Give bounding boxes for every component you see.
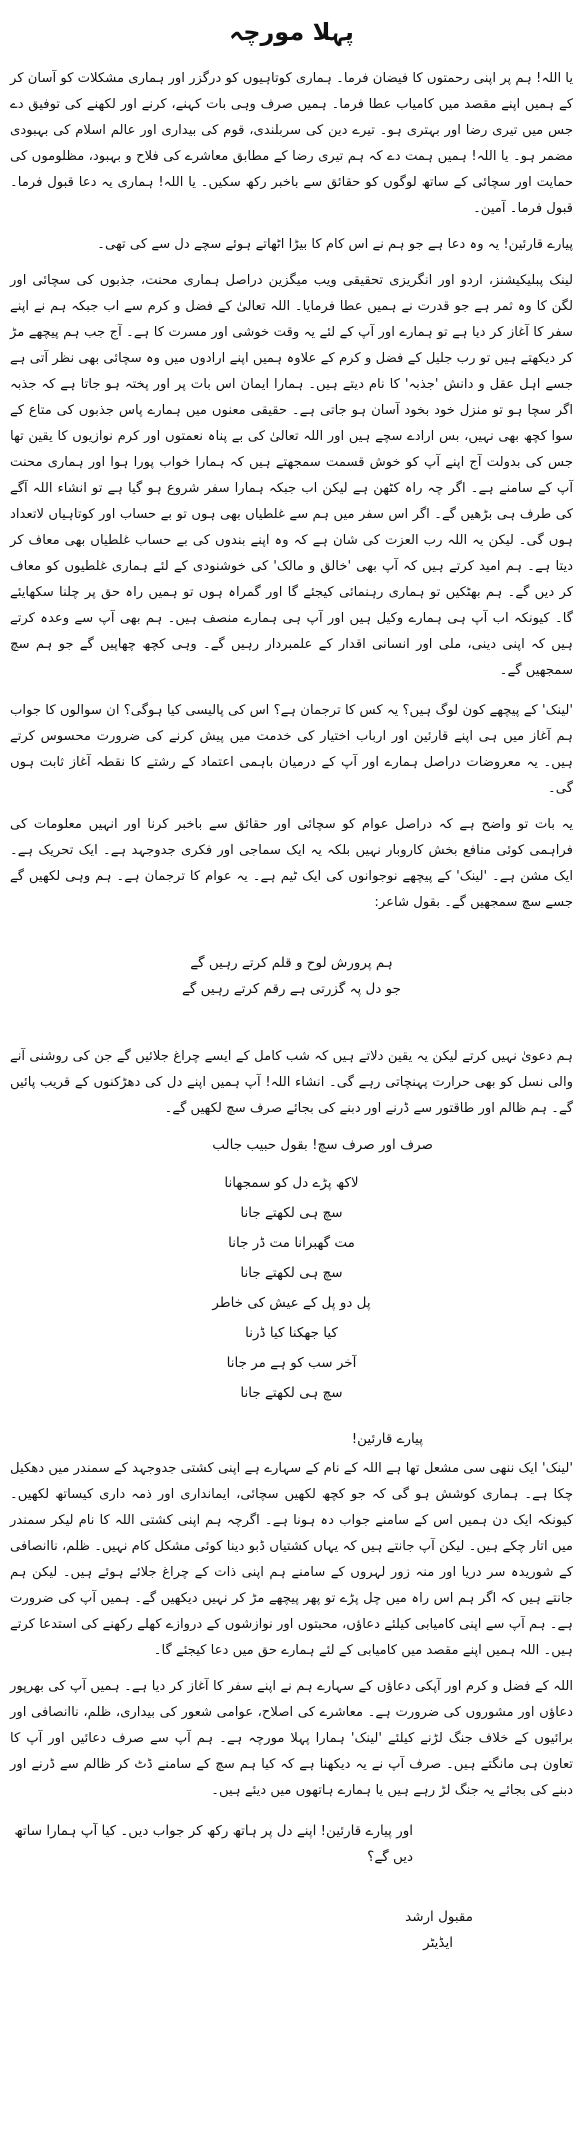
verse-line: ہم پرورش لوح و قلم کرتے رہیں گے xyxy=(190,955,393,971)
publication-paragraph: لینک پبلیکیشنز، اردو اور انگریزی تحقیقی ویب میگزین دراصل ہماری محنت، جذبوں کی سچائی اور لگن کا وہ ثمر ہے جو قدرت نے ہمیں عطا فرمایا۔ اللہ تعالیٰ کے فضل و کرم سے اب جبکہ ہم نے اپنے سفر کا آغاز کر دیا ہے تو ہمارے اور آپ کے لئے یہ وقت خوشی اور مسرت کا ہے۔ آج جب ہم پیچھے مڑ کر دیکھتے ہیں تو رب جلیل کے فضل و کرم کے علاوہ ہمیں اپنے ارادوں میں وہ سچائی بھی نظر آتی ہے جسے اہل عقل و دانش 'جذبہ' کا نام دیتے ہیں۔ ہمارا ایمان اس بات پر اور پختہ ہو جاتا ہے کہ جذبہ اگر سچا ہو تو منزل خود بخود آسان ہو جاتی ہے۔ حقیقی معنوں میں ہمارے پاس جذبوں کی متاع کے سوا کچھ بھی نہیں، بس ارادے سچے ہیں اور اللہ تعالیٰ کی بے پناہ نعمتوں اور کرم نوازیوں کا یقین تھا جس کی بدولت آج اپنے آپ کو خوش قسمت سمجھتے ہیں کہ ہمارا خواب پورا ہوا اور ہماری محنت آپ کے سامنے ہے۔ اگر چہ راہ کٹھن ہے لیکن اب جبکہ ہمارا سفر شروع ہو گیا ہے تو انشاء اللہ آگے کی طرف ہی بڑھیں گے۔ اگر اس سفر میں ہم سے غلطیاں بھی ہوں تو بے حساب اور کوتاہیاں لاتعداد ہوں گی۔ لیکن یہ اللہ رب العزت کی شان ہے کہ وہ اپنے بندوں کی بے حساب غلطیاں بھی معاف کر دیتا ہے۔ ہم امید کرتے ہیں کہ آپ بھی 'خالق و مالک' کی خوشنودی کے لئے ہماری غلطیوں کو معاف کر دیں گے۔ ہم بھٹکیں تو ہماری رہنمائی کیجئے گا اور گمراہ ہوں تو ہمیں راہ حق پر چلنا سکھایئے گا۔ کیونکہ اب آپ ہی ہمارے وکیل ہیں اور آپ ہی ہمارے منصف ہیں۔ ہم بھی آپ سے وعدہ کرتے ہیں کہ اپنی دینی، ملی اور انسانی اقدار کے علمبردار رہیں گے۔ وہی کچھ چھاپیں گے جو ہم سچ سمجھیں گے۔ xyxy=(10,273,573,678)
journey-paragraph: 'لینک' ایک ننھی سی مشعل تھا ہے اللہ کے نام کے سہارے ہے اپنی کشتی جدوجہد کے سمندر میں دھکیل چکا ہے۔ ہماری کوشش ہو گی کہ جو کچھ لکھیں سچائی، ایمانداری اور ذمہ داری کیساتھ لکھیں۔ کیونکہ ایک دن ہمیں اس کے سامنے جواب دہ ہونا ہے۔ اگرچہ ہم اپنی کشتی اللہ کا نام لیکر سمندر میں اتار چکے ہیں۔ لیکن آپ جانتے ہیں کہ یہاں کشتیاں ڈبو دینا کوئی مشکل کام نہیں۔ ظلم، ناانصافی کے شوریدہ سر دریا اور منہ زور لہروں کے سامنے ہم اپنی ذات کے چراغ جلائے ہوئے ہیں۔ لیکن ہم جانتے ہیں کہ اگر ہم اس راہ میں چل پڑے تو پھر پیچھے مڑ کر نہیں دیکھیں گے۔ ہمیں آپ کی ضرورت ہے۔ ہم آپ سے اپنی کامیابی کیلئے دعاؤں، محبتوں اور نوازشوں کے دروازے کھلے رکھنے کی استدعا کرتے ہیں۔ اللہ ہمیں اپنے مقصد میں کامیابی کے لئے ہمارے حق میں دعا کیجئے گا۔ xyxy=(10,1461,573,1658)
verse-line: کیا جھکنا کیا ڈرنا xyxy=(245,1325,338,1341)
verse-line: آخر سب کو ہے مر جانا xyxy=(226,1355,357,1371)
prayer-paragraph: یا اللہ! ہم پر اپنی رحمتوں کا فیضان فرما۔ ہماری کوتاہیوں کو درگزر اور ہماری مشکلات کو آسان کر کے ہمیں اپنے مقصد میں کامیاب عطا فرما۔ ہمیں صرف وہی بات کہنے، کرنے اور لکھنے کی توفیق دے جس میں تیری رضا اور بہتری ہو۔ تیرے دین کی سربلندی، قوم کی بیداری اور عالم اسلام کی بہبودی مضمر ہو۔ یا اللہ! ہمیں ہمت دے کہ ہم تیری رضا کے مطابق معاشرے کی فلاح و بہبود، مظلوموں کی حمایت اور سچائی کے ساتھ لوگوں کو حقائق سے باخبر رکھ سکیں۔ یا اللہ! ہماری یہ دعا قبول فرما۔ قبول فرما۔ آمین۔ xyxy=(10,71,573,216)
verse-faiz xyxy=(10,950,573,1002)
verse-line: جو دل پہ گزرتی ہے رقم کرتے رہیں گے xyxy=(182,981,401,997)
verse-line: سچ ہی لکھتے جانا xyxy=(240,1205,343,1221)
poem-heading: صرف اور صرف سچ! بقول حبیب جالب xyxy=(212,1137,433,1153)
promise-paragraph: ہم دعویٰ نہیں کرتے لیکن یہ یقین دلاتے ہیں کہ شب کامل کے ایسے چراغ جلائیں گے جن کی روشنی آنے والی نسل کو بھی حرارت پہنچاتی رہے گی۔ انشاء اللہ! آپ ہمیں اپنے دل کی دھڑکنوں کے قریب پائیں گے۔ ہم ظالم اور طاقتور سے ڈرنے اور دبنے کی بجائے صرف سچ لکھیں گے۔ xyxy=(10,1049,573,1116)
page-title: پہلا مورچہ xyxy=(229,18,354,46)
verse-jalib xyxy=(10,1168,573,1408)
verse-line: پل دو پل کے عیش کی خاطر xyxy=(212,1295,371,1311)
intro-paragraph: پیارے قارئین! یہ وہ دعا ہے جو ہم نے اس کام کا بیڑا اٹھاتے ہوئے سچے دل سے کی تھی۔ xyxy=(97,237,573,252)
verse-line: سچ ہی لکھتے جانا xyxy=(240,1265,343,1281)
appeal-paragraph: اللہ کے فضل و کرم اور آپکی دعاؤں کے سہارے ہم نے اپنے سفر کا آغاز کر دیا ہے۔ ہمیں آپ کی بھرپور دعاؤں اور مشوروں کی ضرورت ہے۔ معاشرے کی اصلاح، عوامی شعور کی بیداری، ظلم، ناانصافی اور برائیوں کے خلاف جنگ لڑنے کیلئے 'لینک' ہمارا پہلا مورچہ ہے۔ ہم آپ سے صرف دعائیں اور آپ کا تعاون ہی مانگتے ہیں۔ صرف آپ نے یہ دیکھنا ہے کہ کیا ہم سچ کے سامنے ڈٹ کر ظالم سے ڈرنے اور دبنے کی بجائے یہ جنگ لڑ رہے ہیں یا ہمارے ہاتھوں میں دیئے ہیں۔ xyxy=(10,1679,573,1798)
verse-line: سچ ہی لکھتے جانا xyxy=(240,1385,343,1401)
verse-line: مت گھبرانا مت ڈر جانا xyxy=(228,1235,355,1251)
closing-question: اور پیارے قارئین! اپنے دل پر ہاتھ رکھ کر جواب دیں۔ کیا آپ ہمارا ساتھ دیں گے؟ xyxy=(14,1823,413,1865)
signature-role: ایڈیٹر xyxy=(423,1935,453,1951)
verse-line: لاکھ پڑے دل کو سمجھانا xyxy=(224,1175,359,1191)
reader-address: پیارے قارئین! xyxy=(351,1431,423,1447)
signature-name: مقبول ارشد xyxy=(405,1909,473,1925)
mission-paragraph: یہ بات تو واضح ہے کہ دراصل عوام کو سچائی اور حقائق سے باخبر کرنا اور انہیں معلومات کی فراہمی کوئی منافع بخش کاروبار نہیں بلکہ یہ ایک سماجی اور فکری جدوجہد ہے۔ ایک تحریک ہے۔ ایک مشن ہے۔ 'لینک' کے پیچھے نوجوانوں کی ایک ٹیم ہے۔ یہ عوام کا ترجمان ہے۔ ہم وہی لکھیں گے جسے سچ سمجھیں گے۔ بقول شاعر: xyxy=(10,817,573,910)
identity-paragraph: 'لینک' کے پیچھے کون لوگ ہیں؟ یہ کس کا ترجمان ہے؟ اس کی پالیسی کیا ہوگی؟ ان سوالوں کا جواب ہم آغاز میں ہی اپنے قارئین اور ارباب اختیار کی خدمت میں پیش کرنے کی ضرورت محسوس کرتے ہیں۔ یہ معروضات دراصل ہمارے اور آپ کے درمیان باہمی اعتماد کے رشتے کا نقطہ آغاز ثابت ہوں گی۔ xyxy=(10,703,573,796)
